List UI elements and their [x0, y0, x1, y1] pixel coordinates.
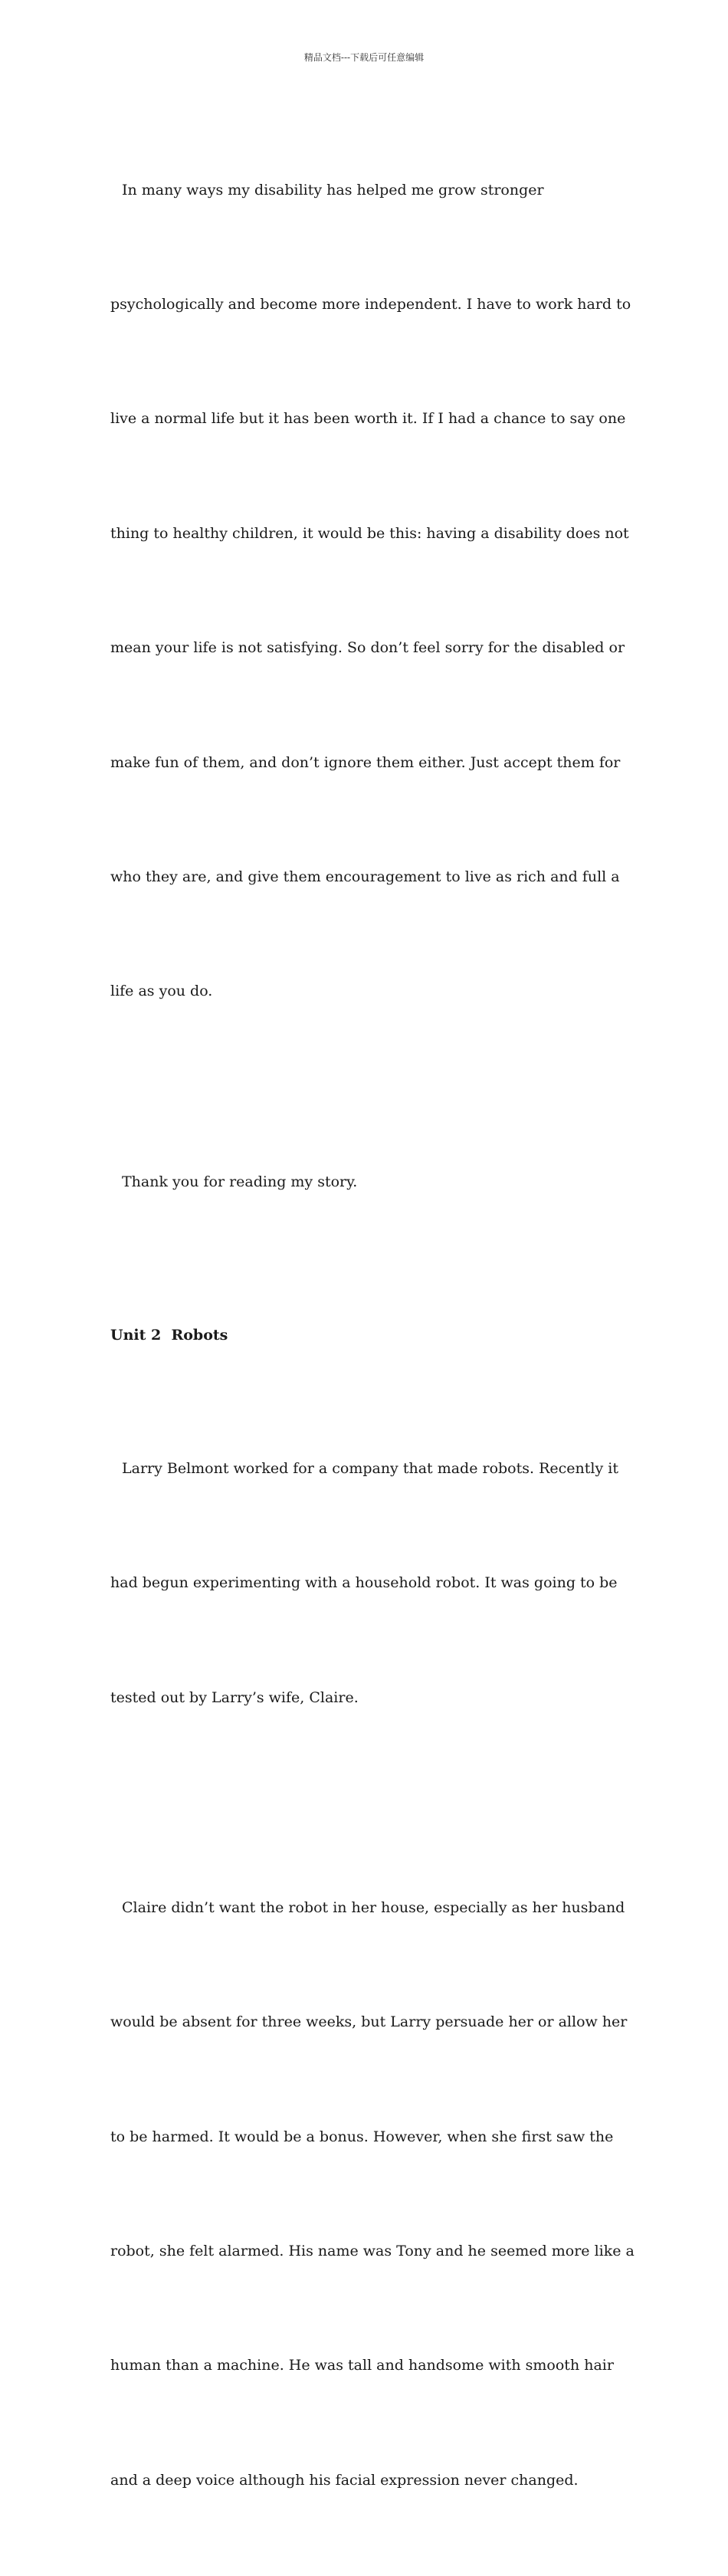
text-line: live a normal life but it has been worth it. If I had a chance to say one — [110, 410, 626, 428]
text-line: and a deep voice although his facial expression never changed. — [110, 2471, 579, 2489]
text-line: Claire didn’t want the robot in her house, especially as her husband — [122, 1898, 625, 1916]
spacer — [110, 1355, 622, 1374]
text-line: human than a machine. He was tall and handsome with smooth hair — [110, 2357, 614, 2374]
spacer — [110, 1793, 622, 1813]
page-header: 精品文档---下载后可任意编辑 — [303, 52, 425, 63]
text-line: who they are, and give them encouragement to live as rich and full a — [110, 868, 620, 885]
text-line: tested out by Larry’s wife, Claire. — [110, 1688, 359, 1706]
unit-heading: Unit 2 Robots — [110, 1326, 228, 1344]
text-line: psychologically and become more independent. I have to work hard to — [110, 295, 631, 313]
document-body — [110, 95, 635, 2576]
paragraph-larry — [110, 1374, 622, 1794]
text-line: thing to healthy children, it would be this: having a disability does not — [110, 524, 629, 542]
text-line: In many ways my disability has helped me grow stronger — [122, 181, 544, 199]
text-line: to be harmed. It would be a bonus. However, when she first saw the — [110, 2128, 614, 2145]
text-line: life as you do. — [110, 983, 213, 1000]
text-line: Larry Belmont worked for a company that made robots. Recently it — [122, 1460, 618, 1478]
text-line: Thank you for reading my story. — [122, 1173, 358, 1191]
paragraph-thanks — [110, 1088, 622, 1278]
spacer — [110, 1278, 622, 1317]
text-line: make fun of them, and don’t ignore them either. Just accept them for — [110, 753, 621, 771]
paragraph-claire — [110, 1813, 635, 2576]
text-line: had begun experimenting with a household robot. It was going to be — [110, 1574, 618, 1592]
text-line: robot, she felt alarmed. His name was Tony and he seemed more like a — [110, 2243, 635, 2260]
paragraph-disability — [110, 95, 631, 1088]
text-line: mean your life is not satisfying. So don’t feel sorry for the disabled or — [110, 639, 625, 657]
text-line: would be absent for three weeks, but Larry persuade her or allow her — [110, 2013, 628, 2031]
